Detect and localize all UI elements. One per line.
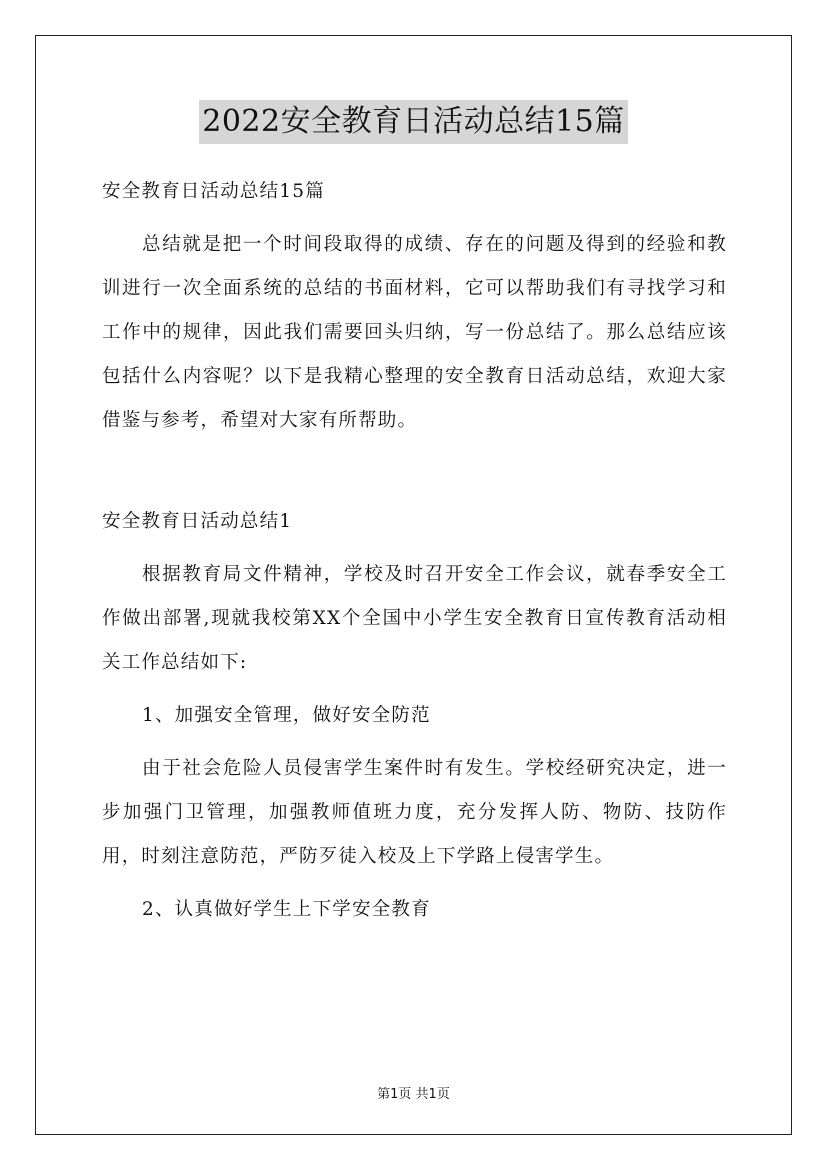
item-body-1: 由于社会危险人员侵害学生案件时有发生。学校经研究决定，进一步加强门卫管理，加强教师值班力度，充分发挥人防、物防、技防作用，时刻注意防范，严防歹徒入校及上下学路上侵害学生。 (102, 758, 727, 867)
intro-paragraph: 总结就是把一个时间段取得的成绩、存在的问题及得到的经验和教训进行一次全面系统的总结的书面材料，它可以帮助我们有寻找学习和工作中的规律，因此我们需要回头归纳，写一份总结了。那么总结应该包括什么内容呢？以下是我精心整理的安全教育日活动总结，欢迎大家借鉴与参考，希望对大家有所帮助。 (102, 234, 727, 431)
item-heading-1: 1、加强安全管理，做好安全防范 (142, 705, 431, 726)
page-footer: 第1页 共1页 (377, 1087, 450, 1102)
body-paragraph: 根据教育局文件精神，学校及时召开安全工作会议，就春季安全工作做出部署,现就我校第XX个全国中小学生安全教育日宣传教育活动相关工作总结如下: (102, 564, 727, 673)
document-body (102, 170, 727, 932)
document-title: 2022安全教育日活动总结15篇 (199, 100, 628, 144)
section-heading: 安全教育日活动总结1 (102, 511, 293, 532)
title-container (0, 100, 827, 144)
document-subtitle: 安全教育日活动总结15篇 (102, 181, 325, 202)
item-heading-2: 2、认真做好学生上下学安全教育 (142, 899, 431, 920)
